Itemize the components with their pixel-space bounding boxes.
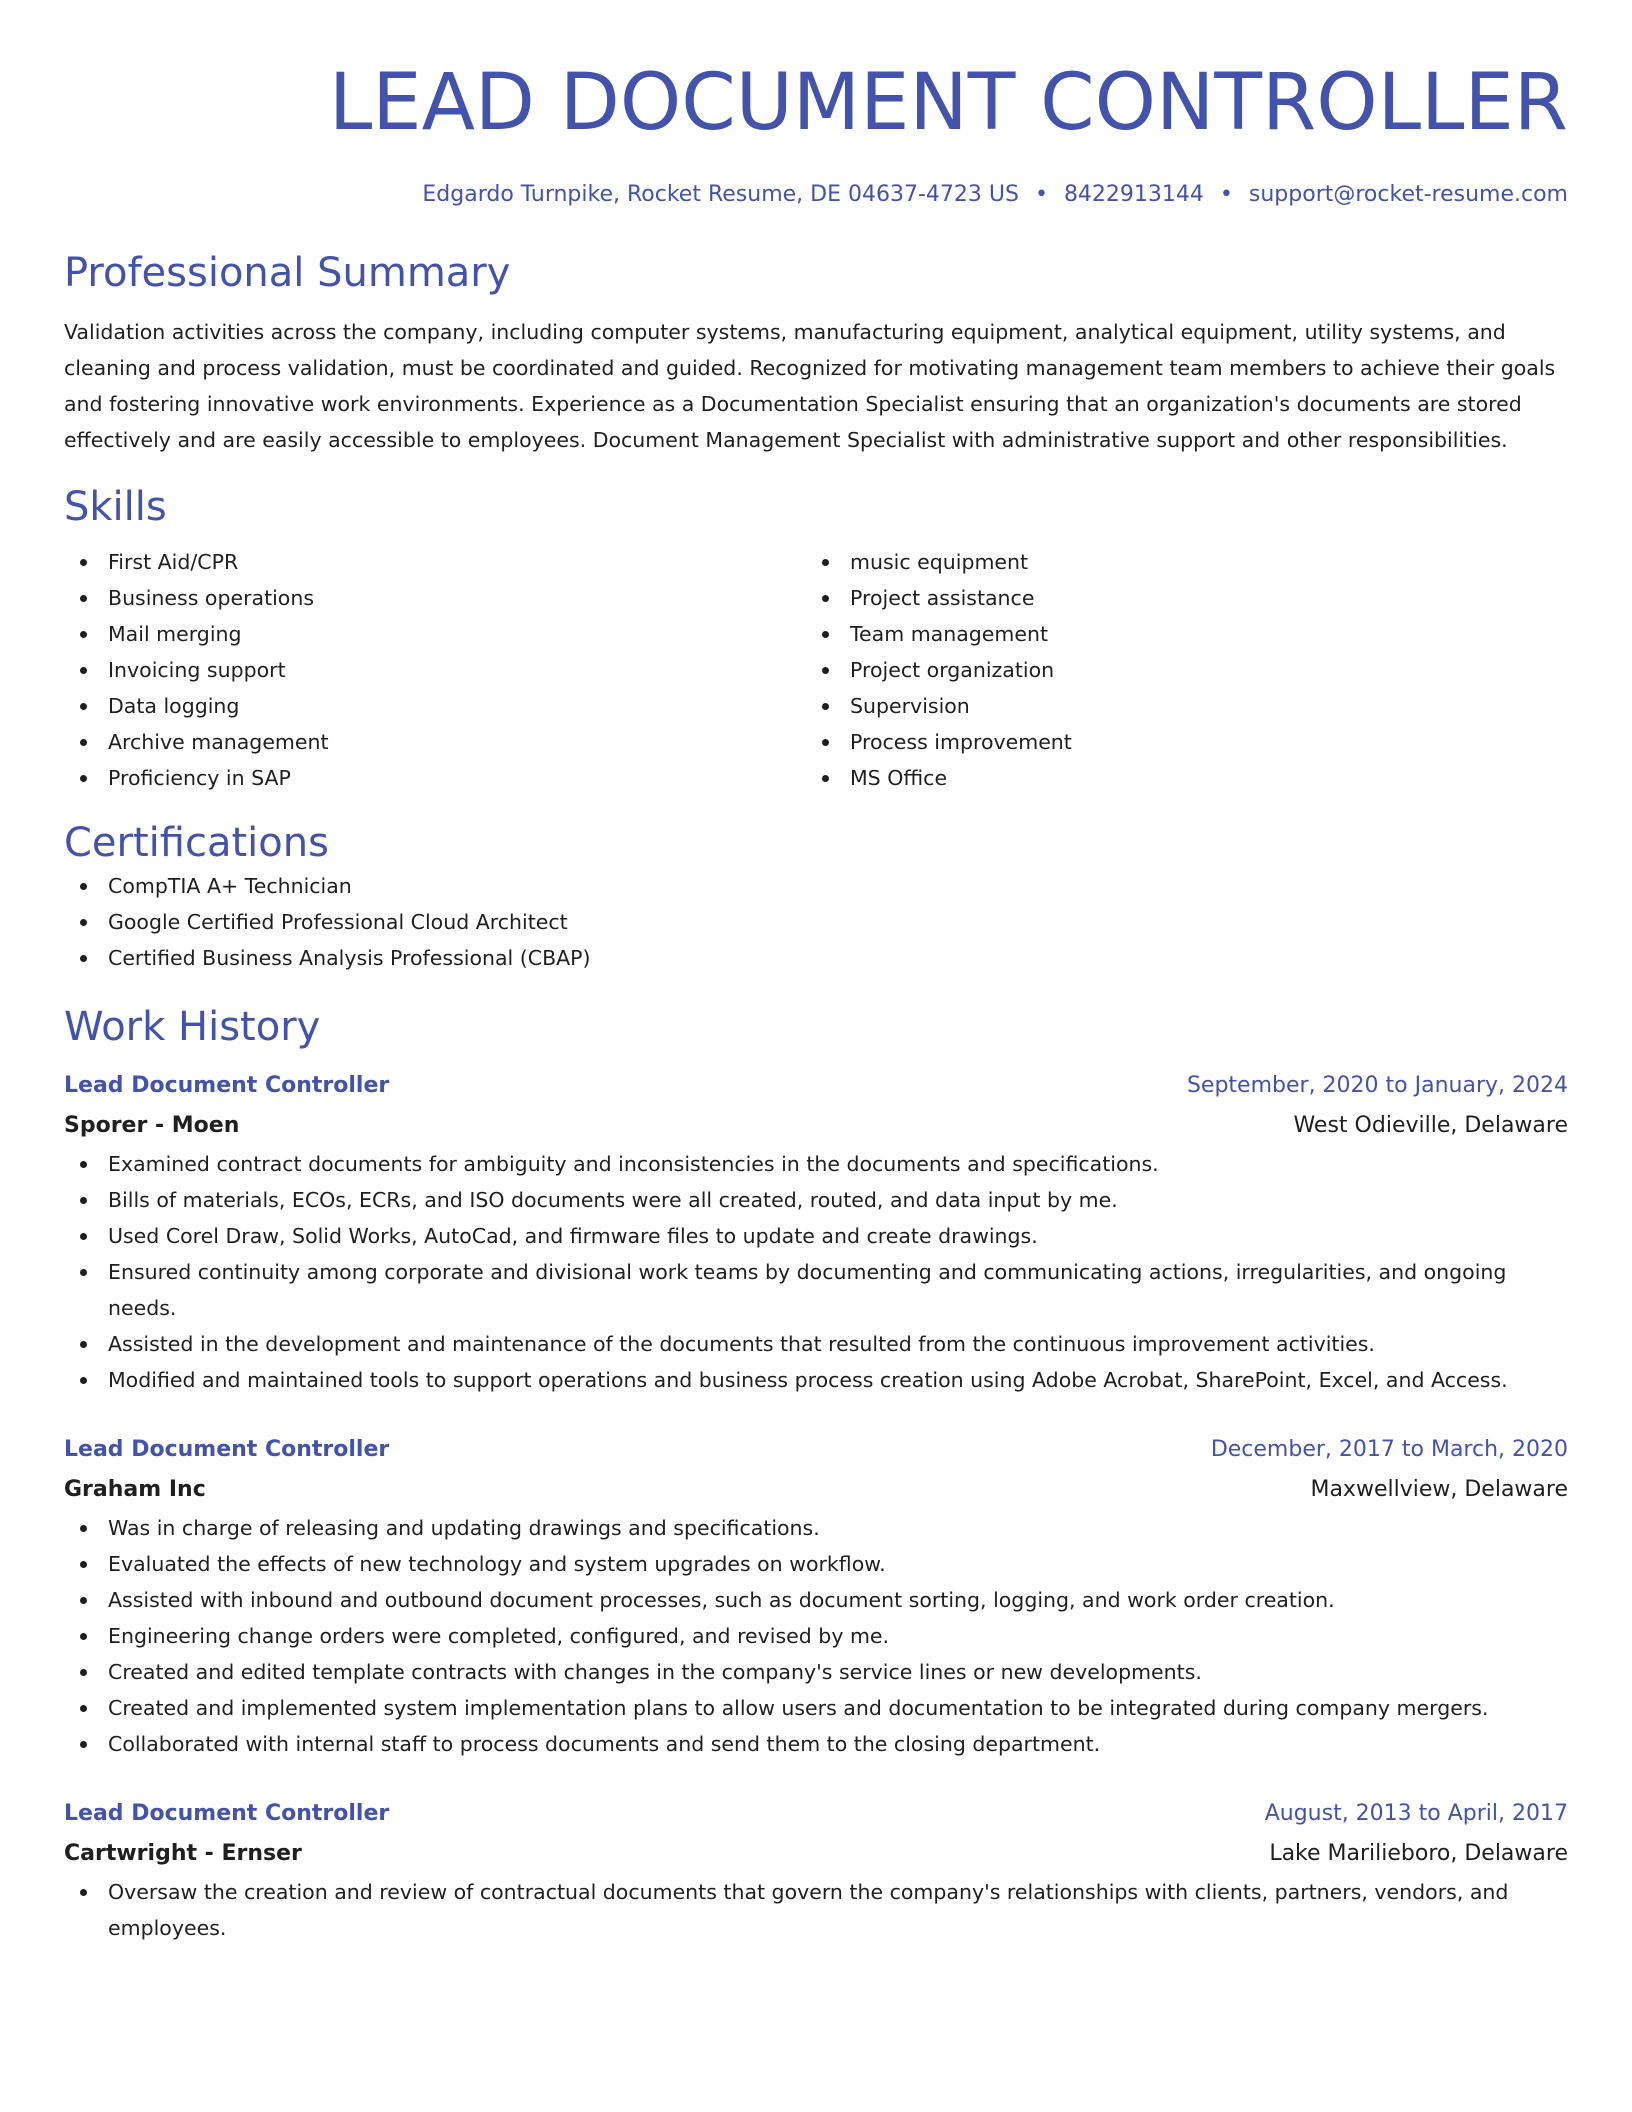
certification-item: Certified Business Analysis Professional (CBAP): [64, 940, 1568, 976]
job-company: Graham Inc: [64, 1477, 206, 1502]
job-bullet: Used Corel Draw, Solid Works, AutoCad, and firmware files to update and create drawings.: [64, 1218, 1568, 1254]
job-location: West Odieville, Delaware: [1293, 1113, 1568, 1138]
skill-item: MS Office: [806, 760, 1548, 796]
job-header-row: [64, 1430, 1568, 1470]
job-entry: [64, 1430, 1568, 1762]
contact-separator: •: [1034, 182, 1048, 207]
certifications-list: [64, 868, 1568, 976]
job-bullet: Ensured continuity among corporate and divisional work teams by documenting and communicating actions, irregularities, and ongoing needs.: [64, 1254, 1568, 1326]
summary-heading: Professional Summary: [64, 250, 511, 296]
job-header-row: [64, 1794, 1568, 1834]
skill-item: Supervision: [806, 688, 1548, 724]
job-entry: [64, 1794, 1568, 1946]
job-dates: September, 2020 to January, 2024: [1186, 1073, 1568, 1098]
certification-item: CompTIA A+ Technician: [64, 868, 1568, 904]
skills-list: [64, 544, 1568, 796]
job-bullet: Engineering change orders were completed, configured, and revised by me.: [64, 1618, 1568, 1654]
job-bullet: Bills of materials, ECOs, ECRs, and ISO documents were all created, routed, and data input by me.: [64, 1182, 1568, 1218]
job-company: Sporer - Moen: [64, 1113, 240, 1138]
job-bullets: [64, 1874, 1568, 1946]
job-company: Cartwright - Ernser: [64, 1841, 302, 1866]
job-dates: December, 2017 to March, 2020: [1210, 1437, 1568, 1462]
skill-item: Team management: [806, 616, 1548, 652]
job-bullet: Created and edited template contracts with changes in the company's service lines or new developments.: [64, 1654, 1568, 1690]
job-title: Lead Document Controller: [64, 1073, 390, 1098]
contact-phone: 8422913144: [1063, 182, 1204, 207]
job-company-row: [64, 1106, 1568, 1146]
skill-item: Proficiency in SAP: [64, 760, 806, 796]
job-bullet: Examined contract documents for ambiguity and inconsistencies in the documents and specifications.: [64, 1146, 1568, 1182]
job-company-row: [64, 1834, 1568, 1874]
job-header-row: [64, 1066, 1568, 1106]
contact-email[interactable]: support@rocket-resume.com: [1248, 182, 1568, 207]
job-location: Maxwellview, Delaware: [1310, 1477, 1568, 1502]
skills-column-left: [64, 544, 806, 796]
skill-item: Invoicing support: [64, 652, 806, 688]
skill-item: Business operations: [64, 580, 806, 616]
skills-column-right: [806, 544, 1548, 796]
contact-line: [64, 180, 1568, 210]
work-history-heading: Work History: [64, 1004, 321, 1050]
contact-separator: •: [1219, 182, 1233, 207]
resume-title: LEAD DOCUMENT CONTROLLER: [328, 58, 1568, 148]
summary-text: Validation activities across the company, including computer systems, manufacturing equipment, analytical equipment, utility systems, and cleaning and process validation, must be coordinated and guided. Recognized for motivating management team members to achieve their goals and fostering innovative work environments. Experience as a Documentation Specialist ensuring that an organization's documents are stored effectively and are easily accessible to employees. Document Management Specialist with administrative support and other responsibilities.: [64, 320, 1556, 452]
skill-item: First Aid/CPR: [64, 544, 806, 580]
certifications-heading: Certifications: [64, 820, 329, 866]
skill-item: Project organization: [806, 652, 1548, 688]
job-bullet: Collaborated with internal staff to process documents and send them to the closing department.: [64, 1726, 1568, 1762]
job-bullet: Modified and maintained tools to support operations and business process creation using Adobe Acrobat, SharePoint, Excel, and Access.: [64, 1362, 1568, 1398]
job-bullet: Evaluated the effects of new technology and system upgrades on workflow.: [64, 1546, 1568, 1582]
resume-page: [64, 0, 1568, 1946]
job-bullet: Assisted in the development and maintenance of the documents that resulted from the continuous improvement activities.: [64, 1326, 1568, 1362]
job-bullet: Oversaw the creation and review of contractual documents that govern the company's relationships with clients, partners, vendors, and employees.: [64, 1874, 1568, 1946]
job-bullet: Assisted with inbound and outbound document processes, such as document sorting, logging, and work order creation.: [64, 1582, 1568, 1618]
job-bullet: Created and implemented system implementation plans to allow users and documentation to be integrated during company mergers.: [64, 1690, 1568, 1726]
job-dates: August, 2013 to April, 2017: [1264, 1801, 1568, 1826]
skill-item: Process improvement: [806, 724, 1548, 760]
certification-item: Google Certified Professional Cloud Architect: [64, 904, 1568, 940]
job-bullets: [64, 1510, 1568, 1762]
skills-heading: Skills: [64, 484, 167, 530]
job-entry: [64, 1066, 1568, 1398]
skill-item: Archive management: [64, 724, 806, 760]
job-company-row: [64, 1470, 1568, 1510]
job-location: Lake Marilieboro, Delaware: [1269, 1841, 1568, 1866]
skill-item: Mail merging: [64, 616, 806, 652]
skill-item: Data logging: [64, 688, 806, 724]
skill-item: music equipment: [806, 544, 1548, 580]
job-bullet: Was in charge of releasing and updating drawings and specifications.: [64, 1510, 1568, 1546]
job-bullets: [64, 1146, 1568, 1398]
contact-address: Edgardo Turnpike, Rocket Resume, DE 04637-4723 US: [422, 182, 1019, 207]
job-title: Lead Document Controller: [64, 1437, 390, 1462]
job-title: Lead Document Controller: [64, 1801, 390, 1826]
skill-item: Project assistance: [806, 580, 1548, 616]
